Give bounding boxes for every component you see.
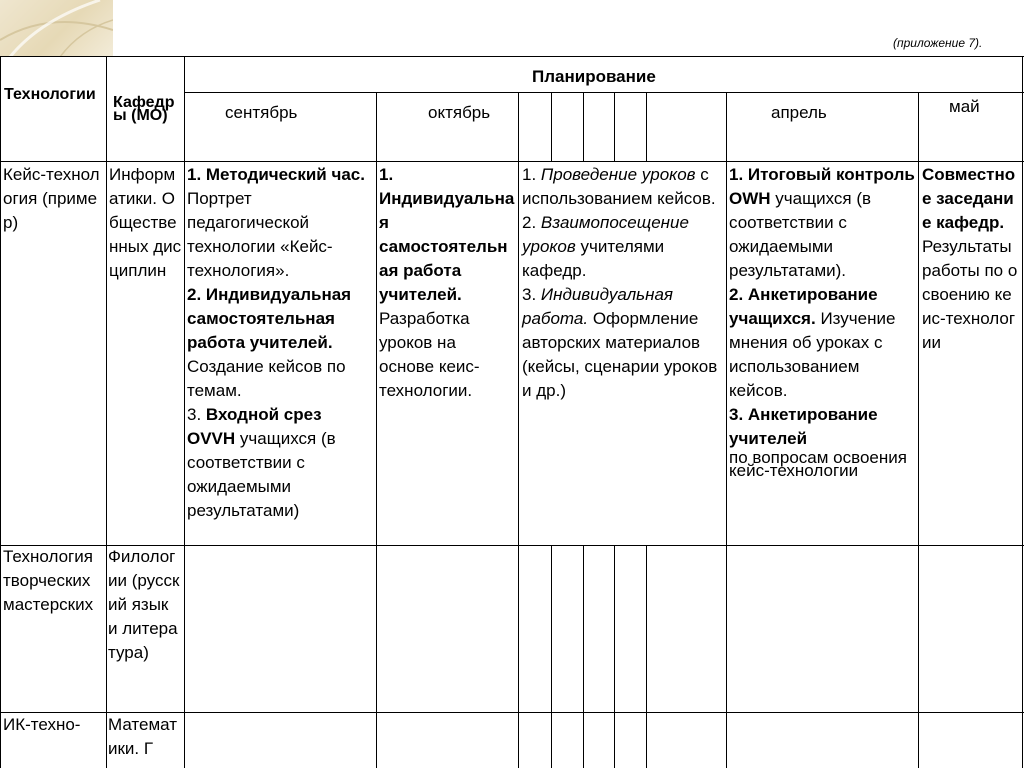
apr-item3-title: 3. Анкетирование учителей [729, 405, 878, 448]
corner-decoration [0, 0, 113, 57]
apr-item1-text: учащихся (в соответствии с ожидаемыми результатами). [729, 189, 872, 280]
row2-department: Филологии (русский язык и литература) [108, 547, 180, 662]
header-planning: Планирование [532, 67, 656, 86]
row3-department: Математики. Г [108, 715, 178, 758]
sep-item3-number: 3. [187, 405, 202, 424]
row1-department: Информатики. Общественных дисциплин [109, 165, 182, 280]
header-month-september: сентябрь [225, 103, 298, 122]
sep-item1-text: Портрет педагогической технологии «Кейс-технология». [187, 189, 333, 280]
may-item1-text: Результаты работы по освоению кеис-технологии [922, 237, 1018, 352]
header-month-may: май [949, 97, 980, 116]
mid-item2-number: 2. [522, 213, 537, 232]
appendix-note: (приложение 7). [893, 36, 983, 50]
sep-item2-text: Создание кейсов по темам. [187, 357, 346, 400]
row3-technology: ИК-техно- [3, 715, 81, 734]
row1-october-cell [379, 163, 515, 403]
header-month-october: октябрь [428, 103, 491, 122]
table-line [376, 92, 377, 768]
table-border-top [0, 56, 1024, 57]
sep-item3-title: Входной срез OVVH [187, 405, 322, 448]
apr-item3-text: по вопросам освоения кейс-технологии [729, 448, 907, 480]
table-line [0, 56, 1, 768]
may-item1-title: Совместное заседание кафедр. [922, 165, 1016, 232]
sep-item1-title: 1. Методический час. [187, 165, 365, 184]
table-line [184, 92, 1024, 93]
table-line [518, 92, 519, 768]
table-line [583, 92, 584, 161]
header-technologies: Технологии [4, 86, 96, 103]
row1-mid-months-cell [522, 163, 722, 403]
oct-item1-text: Разработка уроков на основе кеис-технологии. [379, 309, 480, 400]
mid-item3-text: Оформление авторских материалов (кейсы, сценарии уроков и др.) [522, 309, 718, 400]
corner-ornament-icon [0, 0, 113, 57]
apr-item1-title: 1. Итоговый контроль OWH [729, 165, 915, 208]
table-line [918, 92, 919, 768]
row1-technology: Кейс-технология (пример) [3, 165, 100, 232]
table-line [614, 92, 615, 161]
header-departments: Кафедры (МО) [113, 94, 175, 124]
table-line [726, 92, 727, 768]
row1-april-cell [729, 163, 915, 480]
table-line [614, 545, 615, 768]
table-line [551, 92, 552, 161]
oct-item1-title: 1. Индивидуальная самостоятельная работа учителей. [379, 165, 515, 304]
sep-item3-text: учащихся (в соответствии с ожидаемыми результатами) [187, 429, 336, 520]
table-line [551, 545, 552, 768]
mid-item2-title: Взаимопосещение уроков [522, 213, 689, 256]
mid-item1-number: 1. [522, 165, 537, 184]
mid-item1-title: Проведение уроков [540, 165, 696, 184]
row1-may-cell [922, 163, 1020, 355]
mid-item1-text: с использованием кейсов. [522, 165, 716, 208]
table-line [106, 56, 107, 768]
mid-item2-text: учителями кафедр. [522, 237, 665, 280]
table-line [0, 161, 1024, 162]
mid-item3-number: 3. [522, 285, 537, 304]
row1-september-cell [187, 163, 373, 523]
apr-item2-text: Изучение мнения об уроках с использованием кейсов. [729, 309, 896, 400]
table-line [583, 545, 584, 768]
table-line [646, 545, 647, 768]
row2-technology: Технология творческих мастерских [3, 547, 94, 614]
mid-item3-title: Индивидуальная работа. [522, 285, 674, 328]
sep-item2-title: 2. Индивидуальная самостоятельная работа учителей. [187, 285, 352, 352]
table-line [1022, 56, 1023, 768]
table-line [646, 92, 647, 161]
table-line [184, 56, 185, 768]
header-month-april: апрель [771, 103, 827, 122]
apr-item2-title: 2. Анкетирование учащихся. [729, 285, 878, 328]
